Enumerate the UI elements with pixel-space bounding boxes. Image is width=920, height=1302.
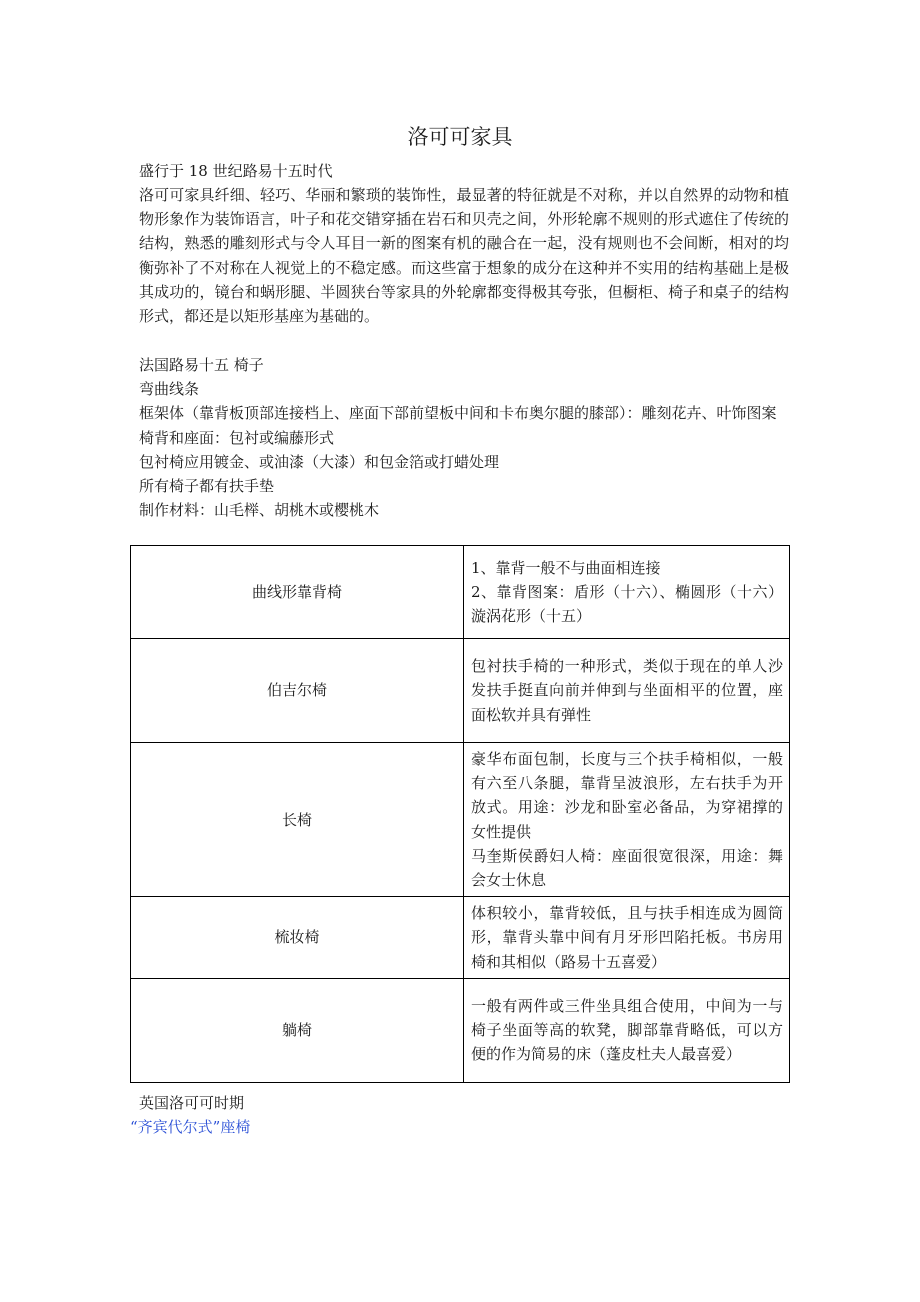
list-item: 框架体（靠背板顶部连接档上、座面下部前望板中间和卡布奥尔腿的膝部）：雕刻花卉、叶饰图案 xyxy=(139,404,777,423)
description-line: 一般有两件或三件坐具组合使用，中间为一与椅子坐面等高的软凳，脚部靠背略低，可以方便的作为简易的床（蓬皮杜夫人最喜爱） xyxy=(471,997,783,1064)
france-chair-list xyxy=(139,353,789,522)
table-row xyxy=(131,743,790,897)
list-item: 弯曲线条 xyxy=(139,380,200,399)
chair-description xyxy=(464,546,790,639)
table-row xyxy=(131,639,790,743)
chair-types-table xyxy=(130,545,790,1083)
england-heading: 英国洛可可时期 xyxy=(139,1094,245,1112)
list-item: 制作材料：山毛榉、胡桃木或樱桃木 xyxy=(139,501,380,520)
chippendale-chair-link[interactable]: “齐宾代尔式”座椅 xyxy=(130,1118,251,1136)
description-line: 2、靠背图案：盾形（十六）、椭圆形（十六）漩涡花形（十五） xyxy=(471,582,783,626)
chair-description xyxy=(464,897,790,979)
table-row xyxy=(131,978,790,1082)
list-item: 椅背和座面：包衬或编藤形式 xyxy=(139,428,335,447)
chair-name: 伯吉尔椅 xyxy=(131,639,464,743)
intro-period: 盛行于 18 世纪路易十五时代 xyxy=(139,162,333,180)
chair-description xyxy=(464,743,790,897)
description-line: 包衬扶手椅的一种形式，类似于现在的单人沙发扶手挺直向前并伸到与坐面相平的位置，座面松软并具有弹性 xyxy=(471,657,783,724)
france-heading: 法国路易十五 椅子 xyxy=(139,356,264,374)
description-line: 体积较小，靠背较低，且与扶手相连成为圆筒形，靠背头靠中间有月牙形凹陷托板。书房用椅和其相似（路易十五喜爱） xyxy=(471,904,783,971)
description-line: 马奎斯侯爵妇人椅：座面很宽很深，用途：舞会女士休息 xyxy=(471,846,783,890)
list-item: 包衬椅应用镀金、或油漆（大漆）和包金箔或打蜡处理 xyxy=(139,452,500,471)
description-line: 豪华布面包制，长度与三个扶手椅相似，一般有六至八条腿，靠背呈波浪形，左右扶手为开放式。用途：沙龙和卧室必备品，为穿裙撑的女性提供 xyxy=(471,750,783,841)
chair-name: 梳妆椅 xyxy=(131,897,464,979)
list-item: 所有椅子都有扶手垫 xyxy=(139,477,275,496)
description-line: 1、靠背一般不与曲面相连接 xyxy=(471,558,661,577)
chair-name: 躺椅 xyxy=(131,978,464,1082)
chair-description xyxy=(464,978,790,1082)
intro-paragraph: 洛可可家具纤细、轻巧、华丽和繁琐的装饰性，最显著的特征就是不对称，并以自然界的动物和植物形象作为装饰语言，叶子和花交错穿插在岩石和贝壳之间，外形轮廓不规则的形式遮住了传统的结构，熟悉的雕刻形式与令人耳目一新的图案有机的融合在一起，没有规则也不会间断，相对的均衡弥补了不对称在人视觉上的不稳定感。而这些富于想象的成分在这种并不实用的结构基础上是极其成功的，镜台和蜗形腿、半圆狭台等家具的外轮廓都变得极其夸张，但橱柜、椅子和桌子的结构形式，都还是以矩形基座为基础的。 xyxy=(139,186,789,326)
page-title: 洛可可家具 xyxy=(407,125,513,149)
table-row xyxy=(131,897,790,979)
table-row xyxy=(131,546,790,639)
chair-name: 曲线形靠背椅 xyxy=(131,546,464,639)
chair-description xyxy=(464,639,790,743)
chair-name: 长椅 xyxy=(131,743,464,897)
